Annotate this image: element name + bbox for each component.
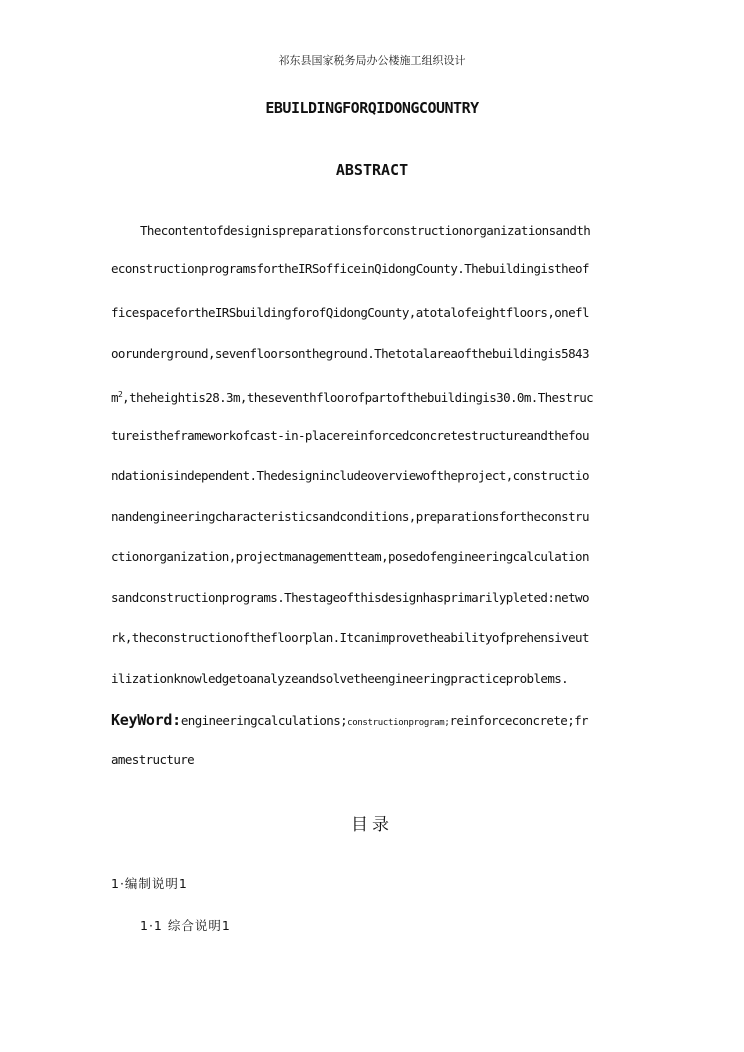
keyword: constructionprogram; <box>347 718 450 728</box>
superscript-2: 2 <box>117 390 123 399</box>
abstract-line: ilizationknowledgetoanalyzeandsolvetheengineeringpracticeproblems. <box>111 671 569 686</box>
abstract-line: sandconstructionprograms.Thestageofthisdesignhasprimarilypleted:netwo <box>111 590 589 605</box>
abstract-line: tureistheframeworkofcast-in-placereinforcedconcretestructureandthefou <box>111 428 589 443</box>
document-title: EBUILDINGFORQIDONGCOUNTRY <box>265 99 479 117</box>
keywords-line: amestructure <box>111 752 195 767</box>
abstract-line: oorunderground,sevenfloorsontheground.Thetotalareaofthebuildingis5843 <box>111 346 589 361</box>
unit-m: m <box>111 390 118 405</box>
abstract-line: econstructionprogramsfortheIRSofficeinQidongCounty.Thebuildingistheof <box>111 261 589 276</box>
abstract-line: rk,theconstructionofthefloorplan.Itcanimprovetheabilityofprehensiveut <box>111 630 589 645</box>
abstract-line: Thecontentofdesignispreparationsforconstructionorganizationsandth <box>140 223 591 238</box>
toc-item[interactable]: 1·1 综合说明1 <box>140 918 231 933</box>
keyword: engineeringcalculations; <box>180 713 348 728</box>
abstract-line <box>111 385 633 405</box>
abstract-line: ctionorganization,projectmanagementteam,posedofengineeringcalculation <box>111 549 589 564</box>
abstract-heading: ABSTRACT <box>335 161 409 179</box>
keyword: reinforceconcrete;fr <box>449 713 588 728</box>
abstract-line: ficespacefortheIRSbuildingforofQidongCounty,atotalofeightfloors,onefl <box>111 305 589 320</box>
keywords-label: KeyWord: <box>111 711 181 729</box>
page-header: 祁东县国家税务局办公楼施工组织设计 <box>278 54 466 67</box>
toc-item[interactable]: 1·编制说明1 <box>111 876 188 891</box>
abstract-line: nandengineeringcharacteristicsandconditions,preparationsfortheconstru <box>111 509 589 524</box>
comma: , <box>122 390 130 405</box>
abstract-line-rest: theheightis28.3m,theseventhfloorofpartofthebuildingis30.0m.Thestruc <box>129 390 594 405</box>
keywords-line <box>111 710 633 730</box>
toc-title: 目录 <box>351 815 393 835</box>
abstract-line: ndationisindependent.Thedesignincludeoverviewoftheproject,constructio <box>111 468 589 483</box>
